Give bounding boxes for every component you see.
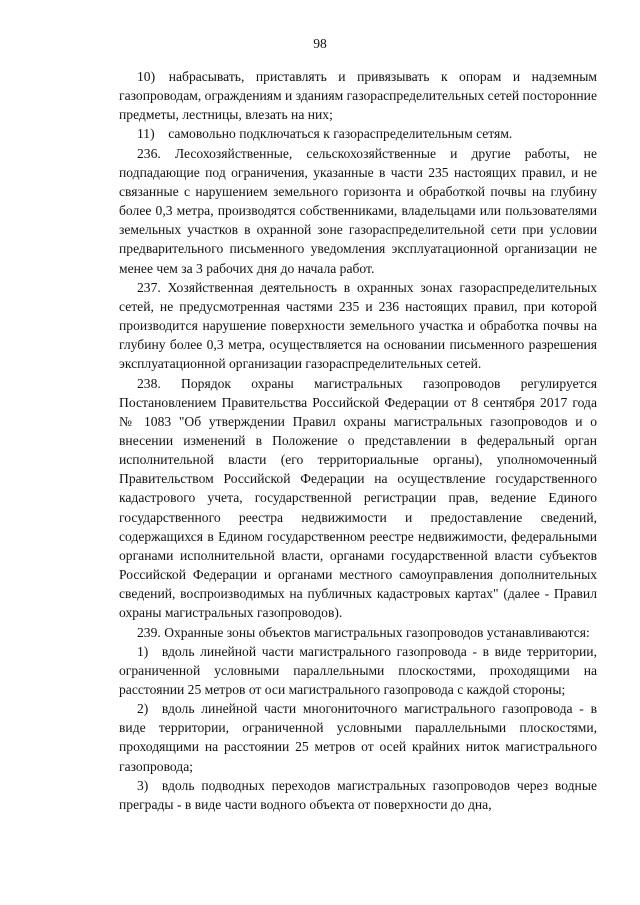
list-item-2: 2) вдоль линейной части многониточного магистрального газопровода - в виде территории, ограниченной условными параллельными плоскостями, проходящими на расстоянии 25 метров от осей крайних ниток магистрального газопровода; — [119, 701, 597, 774]
list-item-3: 3) вдоль подводных переходов магистральных газопроводов через водные преграды - в виде части водного объекта от поверхности до дна, — [119, 777, 597, 812]
paragraph-237: 237. Хозяйственная деятельность в охранных зонах газораспределительных сетей, не предусмотренная частями 235 и 236 настоящих правил, при которой производится нарушение поверхности земельного участка и обработка почвы на глубину более 0,3 метра, осуществляется на основании письменного разрешения эксплуатационной организации газораспределительных сетей. — [119, 279, 597, 372]
list-item-11: 11) самовольно подключаться к газораспределительным сетям. — [137, 126, 513, 142]
paragraph-238: 238. Порядок охраны магистральных газопроводов регулируется Постановлением Правительства Российской Федерации от 8 сентября 2017 года № 1083 "Об утверждении Правил охраны магистральных газопроводов и о внесении изменений в Положение о представлении в федеральный орган исполнительной власти (его территориальные органы), уполномоченный Правительством Российской Федерации на осуществление государственного кадастрового учета, государственной регистрации прав, ведение Единого государственного реестра недвижимости и предоставление сведений, содержащихся в Едином государственном реестре недвижимости, федеральными органами исполнительной власти, органами государственной власти субъектов Российской Федерации и органами местного самоуправления дополнительных сведений, воспроизводимых на публичных кадастровых картах" (далее - Правил охраны магистральных газопроводов). — [119, 375, 597, 621]
paragraph-236: 236. Лесохозяйственные, сельскохозяйственные и другие работы, не подпадающие под ограничения, указанные в части 235 настоящих правил, и не связанные с нарушением земельного горизонта и обработкой почвы на глубину более 0,3 метра, производятся собственниками, владельцами или пользователями земельных участков в охранной зоне газораспределительной сети при условии предварительного письменного уведомления эксплуатационной организации не менее чем за 3 рабочих дня до начала работ. — [119, 145, 597, 276]
page-number: 98 — [313, 36, 327, 51]
paragraph-239: 239. Охранные зоны объектов магистральных газопроводов устанавливаются: — [137, 624, 590, 640]
list-item-1: 1) вдоль линейной части магистрального газопровода - в виде территории, ограниченной условными параллельными плоскостями, проходящими на расстоянии 25 метров от оси магистрального газопровода с каждой стороны; — [119, 643, 597, 697]
document-body — [119, 67, 597, 814]
list-item-10: 10) набрасывать, приставлять и привязывать к опорам и надземным газопроводам, ограждениям и зданиям газораспределительных сетей посторонние предметы, лестницы, влезать на них; — [119, 69, 597, 123]
